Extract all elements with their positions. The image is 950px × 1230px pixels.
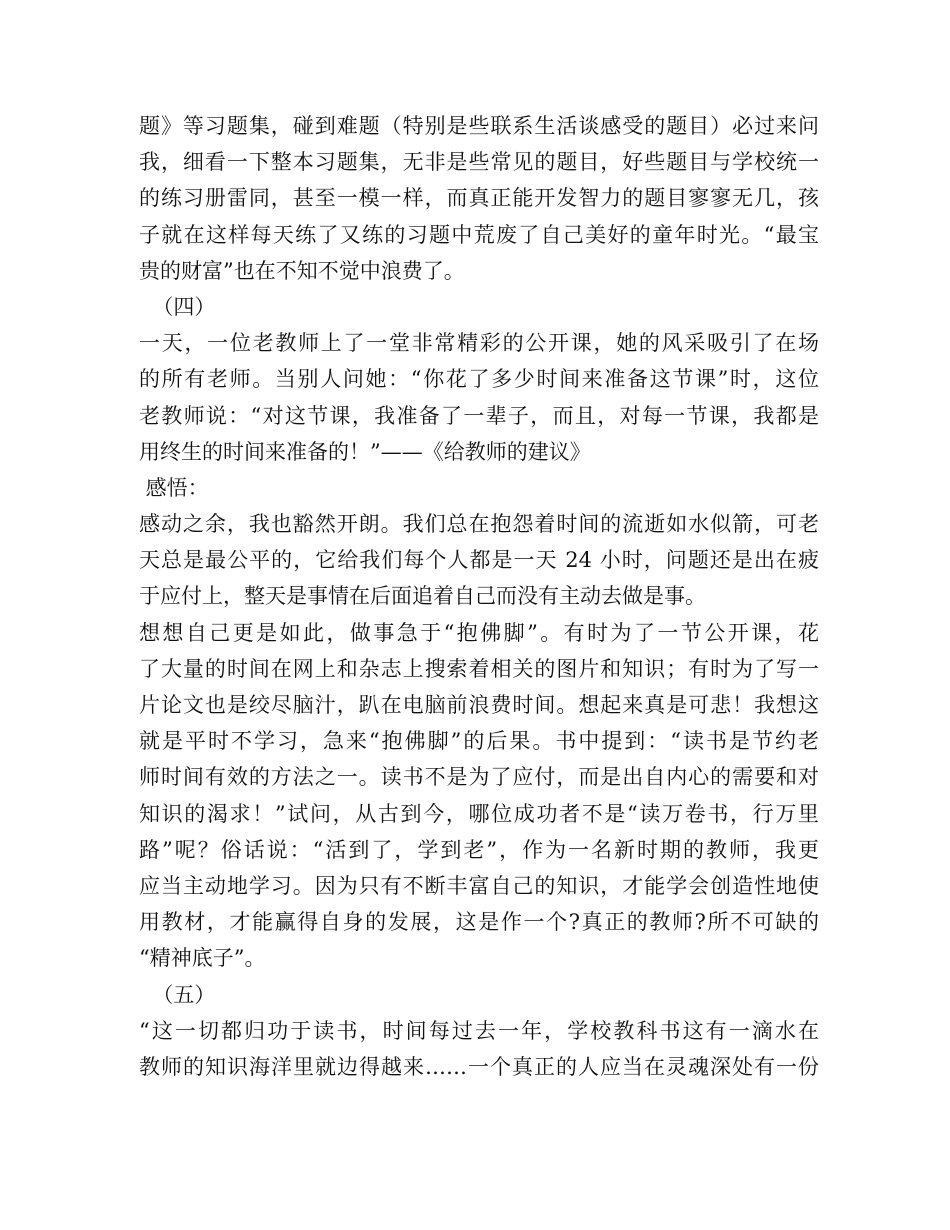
text-line: 的所有老师。当别人问她：“你花了多少时间来准备这节课”时，这位 xyxy=(139,367,819,392)
text-line: 一天，一位老教师上了一堂非常精彩的公开课，她的风采吸引了在场 xyxy=(139,331,819,356)
section-heading: （五） xyxy=(139,982,216,1007)
text-line: 子就在这样每天练了又练的习题中荒废了自己美好的童年时光。“最宝 xyxy=(139,222,819,247)
text-line: “精神底子”。 xyxy=(139,946,266,971)
text-line: 用终生的时间来准备的！”——《给教师的建议》 xyxy=(139,439,591,464)
text-line: 教师的知识海洋里就边得越来……一个真正的人应当在灵魂深处有一份 xyxy=(139,1054,819,1079)
text-line: 贵的财富”也在不知不觉中浪费了。 xyxy=(139,258,465,283)
text-line: 的练习册雷同，甚至一模一样，而真正能开发智力的题目寥寥无几，孩 xyxy=(139,186,819,211)
text-line: 老教师说：“对这节课，我准备了一辈子，而且，对每一节课，我都是 xyxy=(139,403,819,428)
text-line: 于应付上，整天是事情在后面追着自己而没有主动去做是事。 xyxy=(139,584,706,609)
text-line: 就是平时不学习，急来“抱佛脚”的后果。书中提到：“读书是节约老 xyxy=(139,729,819,754)
text-line: 路”呢？俗话说：“活到了，学到老”，作为一名新时期的教师，我更 xyxy=(139,837,819,862)
text-line: 感动之余，我也豁然开朗。我们总在抱怨着时间的流逝如水似箭，可老 xyxy=(139,512,819,537)
section-heading: （四） xyxy=(139,294,216,319)
text-line: 知识的渴求！”试问，从古到今，哪位成功者不是“读万卷书，行万里 xyxy=(139,801,819,826)
subheading: 感悟： xyxy=(139,475,209,500)
text-line: 用教材，才能赢得自身的发展，这是作一个?真正的教师?所不可缺的 xyxy=(139,910,819,935)
text-line: 片论文也是绞尽脑汁，趴在电脑前浪费时间。想起来真是可悲！我想这 xyxy=(139,693,819,717)
text-line: 我，细看一下整本习题集，无非是些常见的题目，好些题目与学校统一 xyxy=(139,150,819,175)
text-line: 题》等习题集，碰到难题（特别是些联系生活谈感受的题目）必过来问 xyxy=(139,114,819,138)
text-line: 应当主动地学习。因为只有不断丰富自己的知识，才能学会创造性地使 xyxy=(139,873,819,898)
text-line: 了大量的时间在网上和杂志上搜索着相关的图片和知识；有时为了写一 xyxy=(139,656,819,681)
text-line: “这一切都归功于读书，时间每过去一年，学校教科书这有一滴水在 xyxy=(139,1018,819,1043)
text-line: 想想自己更是如此，做事急于“抱佛脚”。有时为了一节公开课，花 xyxy=(139,620,819,645)
essay-body xyxy=(139,108,819,1085)
text-line: 天总是最公平的，它给我们每个人都是一天 24 小时，问题还是出在疲 xyxy=(139,548,819,573)
text-line: 师时间有效的方法之一。读书不是为了应付，而是出自内心的需要和对 xyxy=(139,765,819,790)
